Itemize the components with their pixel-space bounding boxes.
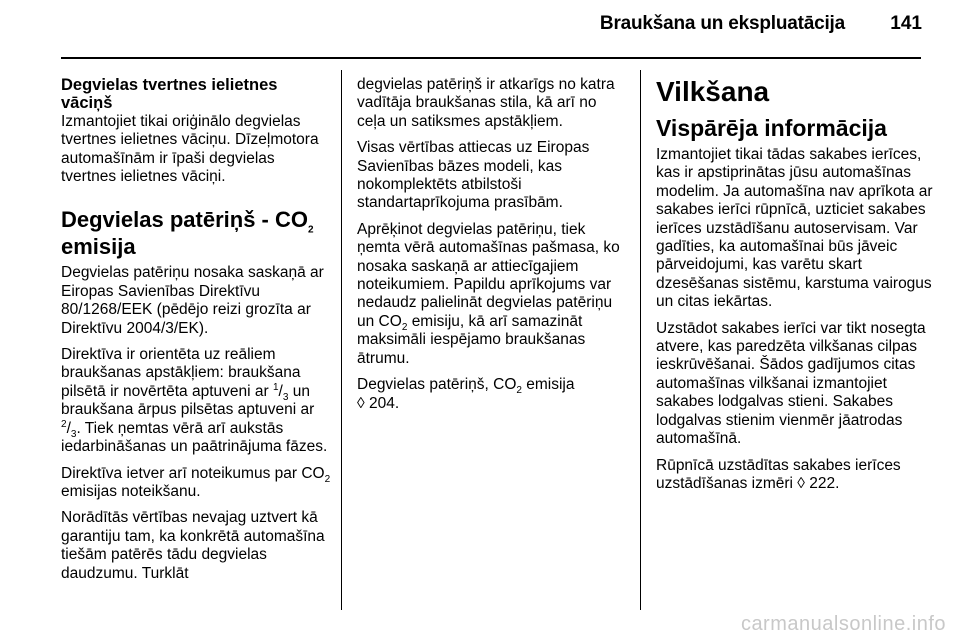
heading-text: Degvielas patēriņš - CO <box>61 207 308 233</box>
superscript: 1 <box>272 381 279 393</box>
text: emisiju, kā arī samazināt maksimāli iespējamo braukšanas ātrumu. <box>357 312 586 367</box>
arrow-icon: ◊ <box>357 394 365 412</box>
subscript: 2 <box>516 385 522 397</box>
paragraph: Degvielas patēriņu nosaka saskaņā ar Eiropas Savienības Direktīvu 80/1268/EEK (pēdējo reizi grozīta ar Direktīvu 2004/3/EK). <box>61 264 324 337</box>
column-3 <box>656 76 948 501</box>
text: emisija <box>526 376 575 394</box>
column-divider-1 <box>341 70 342 610</box>
header-rule <box>61 57 921 59</box>
watermark: carmanualsonline.info <box>740 613 946 635</box>
section-heading-fuel-cap: Degvielas tvertnes ielietnes vāciņš <box>61 76 278 113</box>
paragraph: degvielas patēriņš ir atkarīgs no katra vadītāja braukšanas stila, kā arī no ceļa un satiksmes apstākļiem. <box>357 76 615 130</box>
text: Direktīva ietver arī noteikumus par CO <box>61 464 325 482</box>
paragraph <box>357 376 629 413</box>
running-header-title: Braukšana un ekspluatācija <box>599 13 845 34</box>
arrow-icon: ◊ <box>797 474 805 492</box>
column-1 <box>61 76 333 591</box>
text: Degvielas patēriņš, CO <box>357 376 517 394</box>
superscript: 2 <box>61 418 67 430</box>
subscript: 3 <box>282 391 289 403</box>
text: un braukšana ārpus pilsētas aptuveni ar <box>61 382 315 419</box>
text: emisijas noteikšanu. <box>61 482 201 500</box>
subscript: 2 <box>401 321 408 333</box>
text: Rūpnīcā uzstādītas sakabes ierīces uzstādīšanas izmēri <box>656 456 901 492</box>
section-heading-general-info: Vispārēja informācija <box>656 115 887 141</box>
section-heading-fuel-consumption <box>61 206 333 260</box>
paragraph: Izmantojiet tikai oriģinālo degvielas tvertnes ielietnes vāciņu. Dīzeļmotora automašīnām ir īpaši degvielas tvertnes ielietnes vāciņi. <box>61 112 319 186</box>
text: . Tiek ņemtas vērā arī aukstās iedarbināšanas un paātrinājuma fāzes. <box>61 419 328 456</box>
paragraph: Direktīva ir orientēta uz reāliem braukšanas apstākļiem: braukšana pilsētā ir novērtēta aptuveni ar $^1/_3$ un braukšana ārpus pilsētas aptuveni ar $^2/_3$. Tiek ņemtas vērā arī aukstās iedarbināšanas un paātrinājuma fāzes. <box>61 346 328 456</box>
text: Aprēķinot degvielas patēriņu, tiek ņemta vērā automašīnas pašmasa, ko nosaka saskaņā ar attiecīgajiem noteikumiem. Papildu aprīkojums var nedaudz palielināt degvielas patēriņu un CO <box>357 220 620 330</box>
paragraph: Visas vērtības attiecas uz Eiropas Savienības bāzes modeli, kas nokomplektēts atbilstoši standartaprīkojuma prasībām. <box>357 139 590 212</box>
subscript: 2 <box>324 473 331 485</box>
column-divider-2 <box>640 70 641 610</box>
page-number: 141 <box>890 13 922 34</box>
paragraph <box>357 221 629 368</box>
paragraph: Norādītās vērtības nevajag uztvert kā garantiju tam, ka konkrētā automašīna tiešām patērēs tādu degvielas daudzumu. Turklāt <box>61 509 325 582</box>
paragraph <box>656 457 948 494</box>
paragraph: Izmantojiet tikai tādas sakabes ierīces, kas ir apstiprinātas jūsu automašīnas modelim. Ja automašīna nav aprīkota ar sakabes ierīci rūpnīcā, uzticiet sakabes ierīces uzstādīšanu autoservisam. Var gadīties, ka automašīnai būs jāveic pārveidojumi, kas varētu skart dzesēšanas sistēmu, karstuma vairogus un citas iekārtas. <box>656 146 933 311</box>
subscript: 3 <box>70 428 77 440</box>
text: Direktīva ir orientēta uz reāliem braukšanas apstākļiem: braukšana pilsētā ir novērtēta aptuveni ar <box>61 346 301 400</box>
reference-page: 222. <box>809 474 840 492</box>
chapter-heading-towing: Vilkšana <box>656 76 770 107</box>
reference-page: 204. <box>368 394 400 412</box>
paragraph <box>61 465 333 502</box>
cross-reference-link[interactable] <box>357 395 399 412</box>
subscript: 2 <box>307 224 314 236</box>
paragraph: Uzstādot sakabes ierīci var tikt nosegta atvere, kas paredzēta vilkšanas cilpas ieskrūvēšanai. Šādos gadījumos citas automašīnas vilkšanai izmantojiet sakabes lodgalvas stieni. Sakabes lodgalvas stienim vienmēr jāatrodas automašīnā. <box>656 319 926 448</box>
column-2 <box>357 76 629 421</box>
heading-text: emisija <box>61 234 136 260</box>
cross-reference-link[interactable] <box>797 475 839 492</box>
